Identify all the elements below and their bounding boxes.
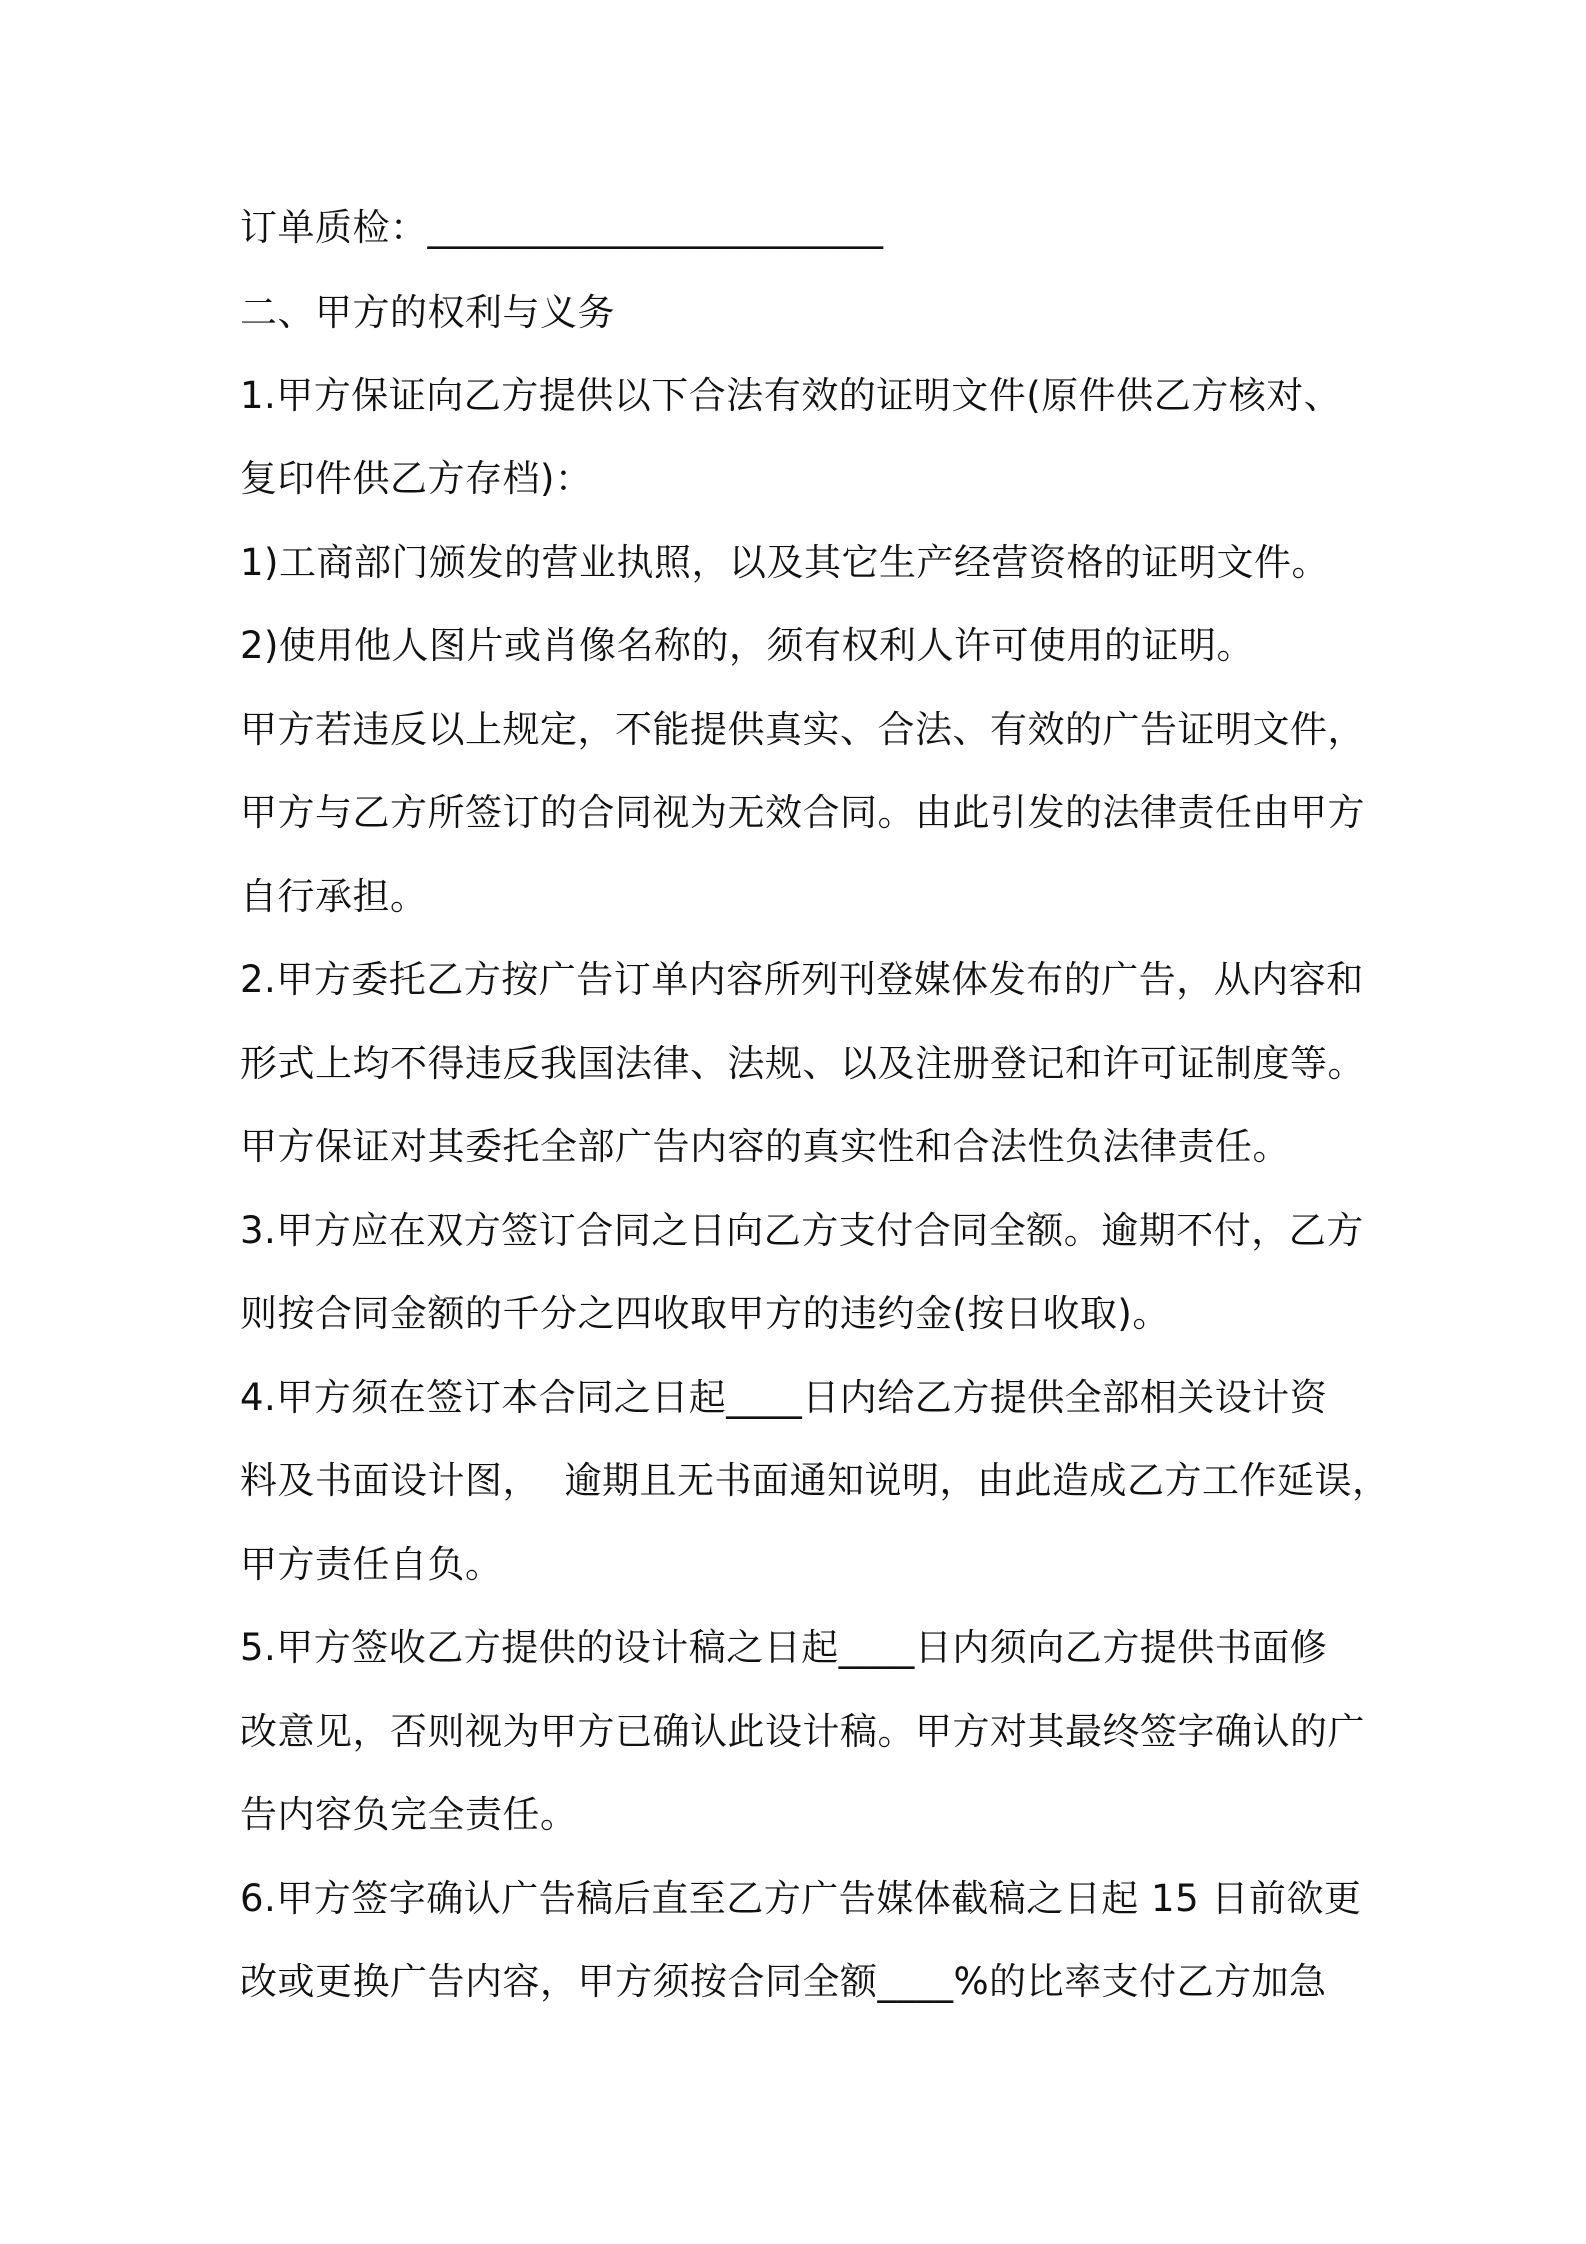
clause-1-note-line-3: 自行承担。 <box>240 875 428 918</box>
clause-4-line-1: 4.甲方须在签订本合同之日起____日内给乙方提供全部相关设计资 <box>240 1376 1328 1419</box>
clause-2-line-1: 2.甲方委托乙方按广告订单内容所列刊登媒体发布的广告，从内容和 <box>240 958 1364 1001</box>
clause-5-line-1: 5.甲方签收乙方提供的设计稿之日起____日内须向乙方提供书面修 <box>240 1626 1328 1669</box>
clause-1-item-1: 1)工商部门颁发的营业执照，以及其它生产经营资格的证明文件。 <box>240 541 1329 584</box>
clause-6-line-2: 改或更换广告内容，甲方须按合同全额____%的比率支付乙方加急 <box>240 1960 1327 2003</box>
clause-2-line-2: 形式上均不得违反我国法律、法规、以及注册登记和许可证制度等。 <box>240 1042 1365 1085</box>
clause-4-line-3: 甲方责任自负。 <box>240 1543 503 1586</box>
section-heading: 二、甲方的权利与义务 <box>240 291 615 334</box>
clause-1-note-line-2: 甲方与乙方所签订的合同视为无效合同。由此引发的法律责任由甲方 <box>240 791 1365 834</box>
order-qc-line: 订单质检：________________________ <box>240 206 884 249</box>
clause-6-line-1: 6.甲方签字确认广告稿后直至乙方广告媒体截稿之日起 15 日前欲更 <box>240 1877 1362 1920</box>
clause-4-line-2: 料及书面设计图， 逾期且无书面通知说明，由此造成乙方工作延误， <box>240 1459 1390 1502</box>
clause-1-item-2: 2)使用他人图片或肖像名称的，须有权利人许可使用的证明。 <box>240 624 1254 667</box>
clause-5-line-2: 改意见，否则视为甲方已确认此设计稿。甲方对其最终签字确认的广 <box>240 1710 1365 1753</box>
clause-1-note-line-1: 甲方若违反以上规定，不能提供真实、合法、有效的广告证明文件， <box>240 708 1365 751</box>
clause-1-line-2: 复印件供乙方存档)： <box>240 457 593 500</box>
clause-3-line-1: 3.甲方应在双方签订合同之日向乙方支付合同全额。逾期不付，乙方 <box>240 1209 1364 1252</box>
clause-5-line-3: 告内容负完全责任。 <box>240 1793 578 1836</box>
clause-1-line-1: 1.甲方保证向乙方提供以下合法有效的证明文件(原件供乙方核对、 <box>240 374 1342 417</box>
clause-3-line-2: 则按合同金额的千分之四收取甲方的违约金(按日收取)。 <box>240 1292 1170 1335</box>
clause-2-line-3: 甲方保证对其委托全部广告内容的真实性和合法性负法律责任。 <box>240 1125 1290 1168</box>
